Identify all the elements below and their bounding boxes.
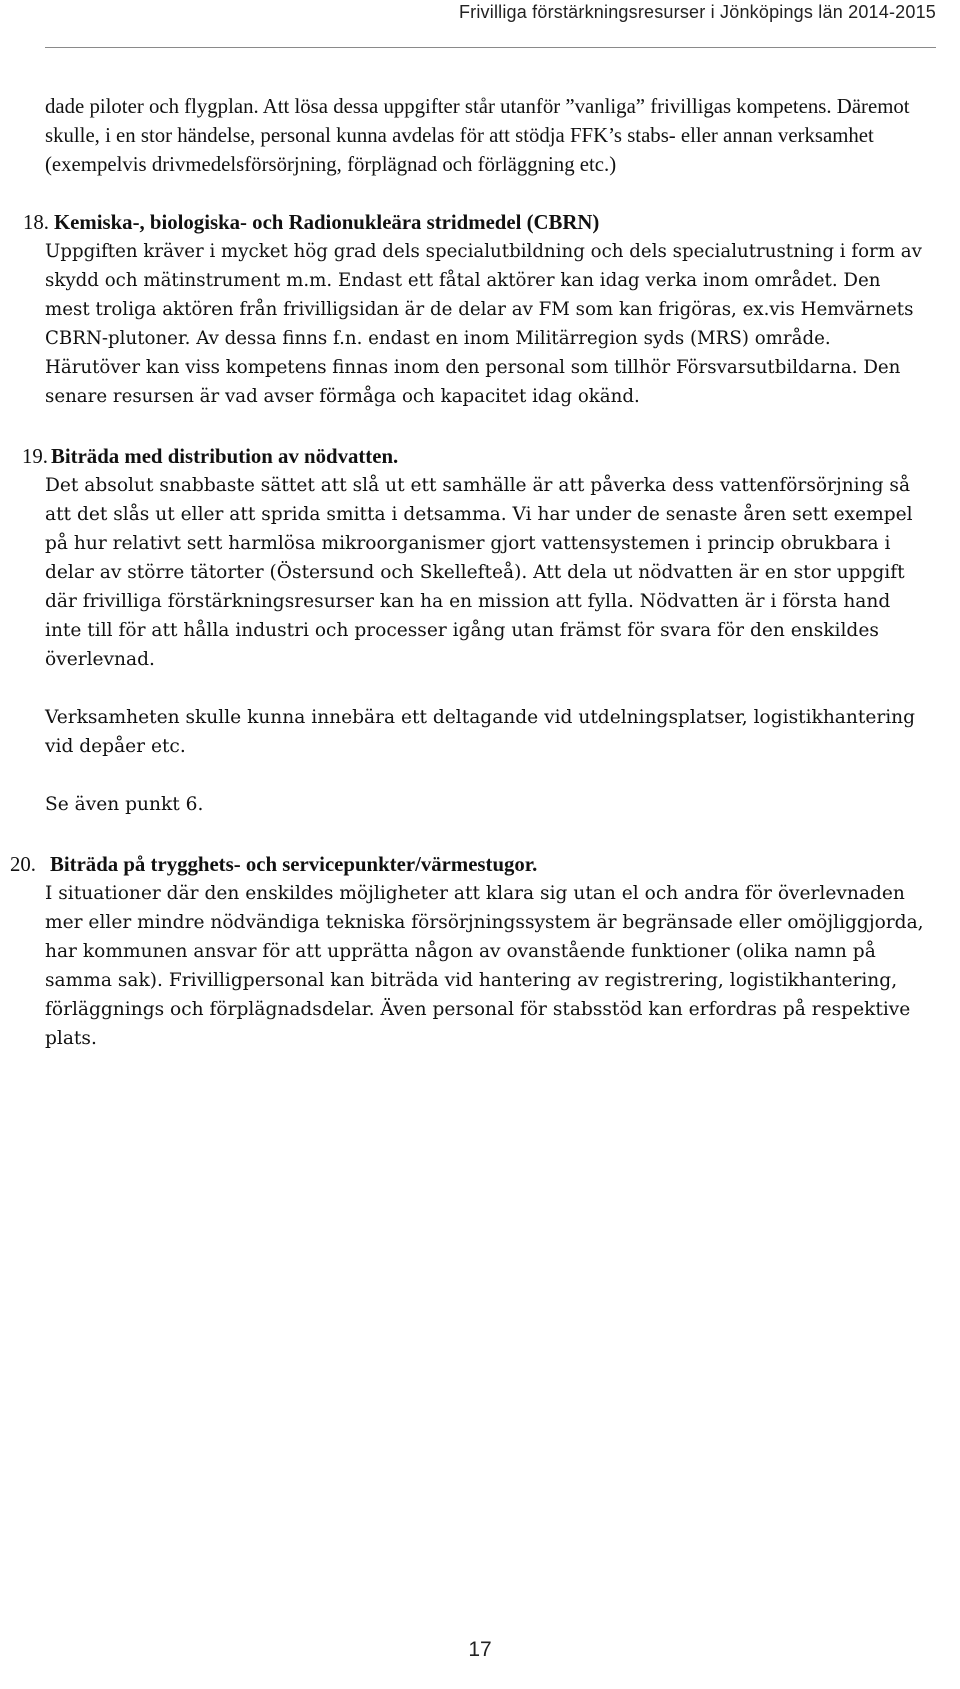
section-heading — [23, 208, 925, 237]
page-body — [10, 92, 925, 1053]
section-paragraph: Det absolut snabbaste sättet att slå ut ett samhälle är att påverka dess vattenförsörjning så att det slås ut eller att sprida smitta i detsamma. Vi har under de senaste åren sett exempel på hur relativt sett harmlösa mikroorganismer gjort vattensystemen i princip obrukbara i delar av större tätorter (Östersund och Skellefteå). Att dela ut nödvatten är en stor uppgift där frivilliga förstärkningsresurser kan ha en mission att fylla. Nödvatten är i första hand inte till för att hålla industri och processer igång utan främst för svara för den enskildes överlevnad. — [45, 475, 913, 670]
section-paragraph: Se även punkt 6. — [45, 794, 204, 815]
section-title: Biträda med distribution av nödvatten. — [51, 445, 399, 468]
section-20 — [10, 850, 925, 1053]
section-number: 20. — [10, 853, 36, 876]
section-title: Kemiska-, biologiska- och Radionukleära stridmedel (CBRN) — [54, 211, 600, 234]
section-number: 19. — [22, 445, 48, 468]
section-18 — [23, 208, 925, 411]
paragraph-spacer — [45, 674, 925, 703]
paragraph-spacer — [45, 761, 925, 790]
section-heading — [22, 442, 925, 471]
header-divider — [45, 47, 936, 48]
running-header: Frivilliga förstärkningsresurser i Jönköpings län 2014-2015 — [458, 2, 936, 22]
section-paragraph: I situationer där den enskildes möjligheter att klara sig utan el och andra för överlevnaden mer eller mindre nödvändiga tekniska försörjningssystem är begränsade eller omöjliggjorda, har kommunen ansvar för att upprätta någon av ovanstående funktioner (olika namn på samma sak). Frivilligpersonal kan biträda vid hantering av registrering, logistikhantering, förläggnings och förplägnadsdelar. Även personal för stabsstöd kan erfordras på respektive plats. — [45, 883, 924, 1049]
section-title: Biträda på trygghets- och servicepunkter/värmestugor. — [50, 853, 538, 876]
intro-paragraph: dade piloter och flygplan. Att lösa dessa uppgifter står utanför ”vanliga” frivilligas kompetens. Däremot skulle, i en stor händelse, personal kunna avdelas för att stödja FFK’s stabs- eller annan verksamhet (exempelvis drivmedelsförsörjning, förplägnad och förläggning etc.) — [45, 95, 910, 176]
section-paragraph: Uppgiften kräver i mycket hög grad dels specialutbildning och dels specialutrustning i form av skydd och mätinstrument m.m. Endast ett fåtal aktörer kan idag verka inom området. Den mest troliga aktören från frivilligsidan är de delar av FM som kan frigöras, ex.vis Hemvärnets CBRN-plutoner. Av dessa finns f.n. endast en inom Militärregion syds (MRS) område. Härutöver kan viss kompetens finnas inom den personal som tillhör Försvarsutbildarna. Den senare resursen är vad avser förmåga och kapacitet idag okänd. — [45, 241, 922, 407]
page-number: 17 — [468, 1638, 492, 1661]
section-heading — [10, 850, 925, 879]
section-19 — [22, 442, 925, 819]
section-number: 18. — [23, 211, 49, 234]
section-paragraph: Verksamheten skulle kunna innebära ett deltagande vid utdelningsplatser, logistikhantering vid depåer etc. — [45, 707, 916, 757]
